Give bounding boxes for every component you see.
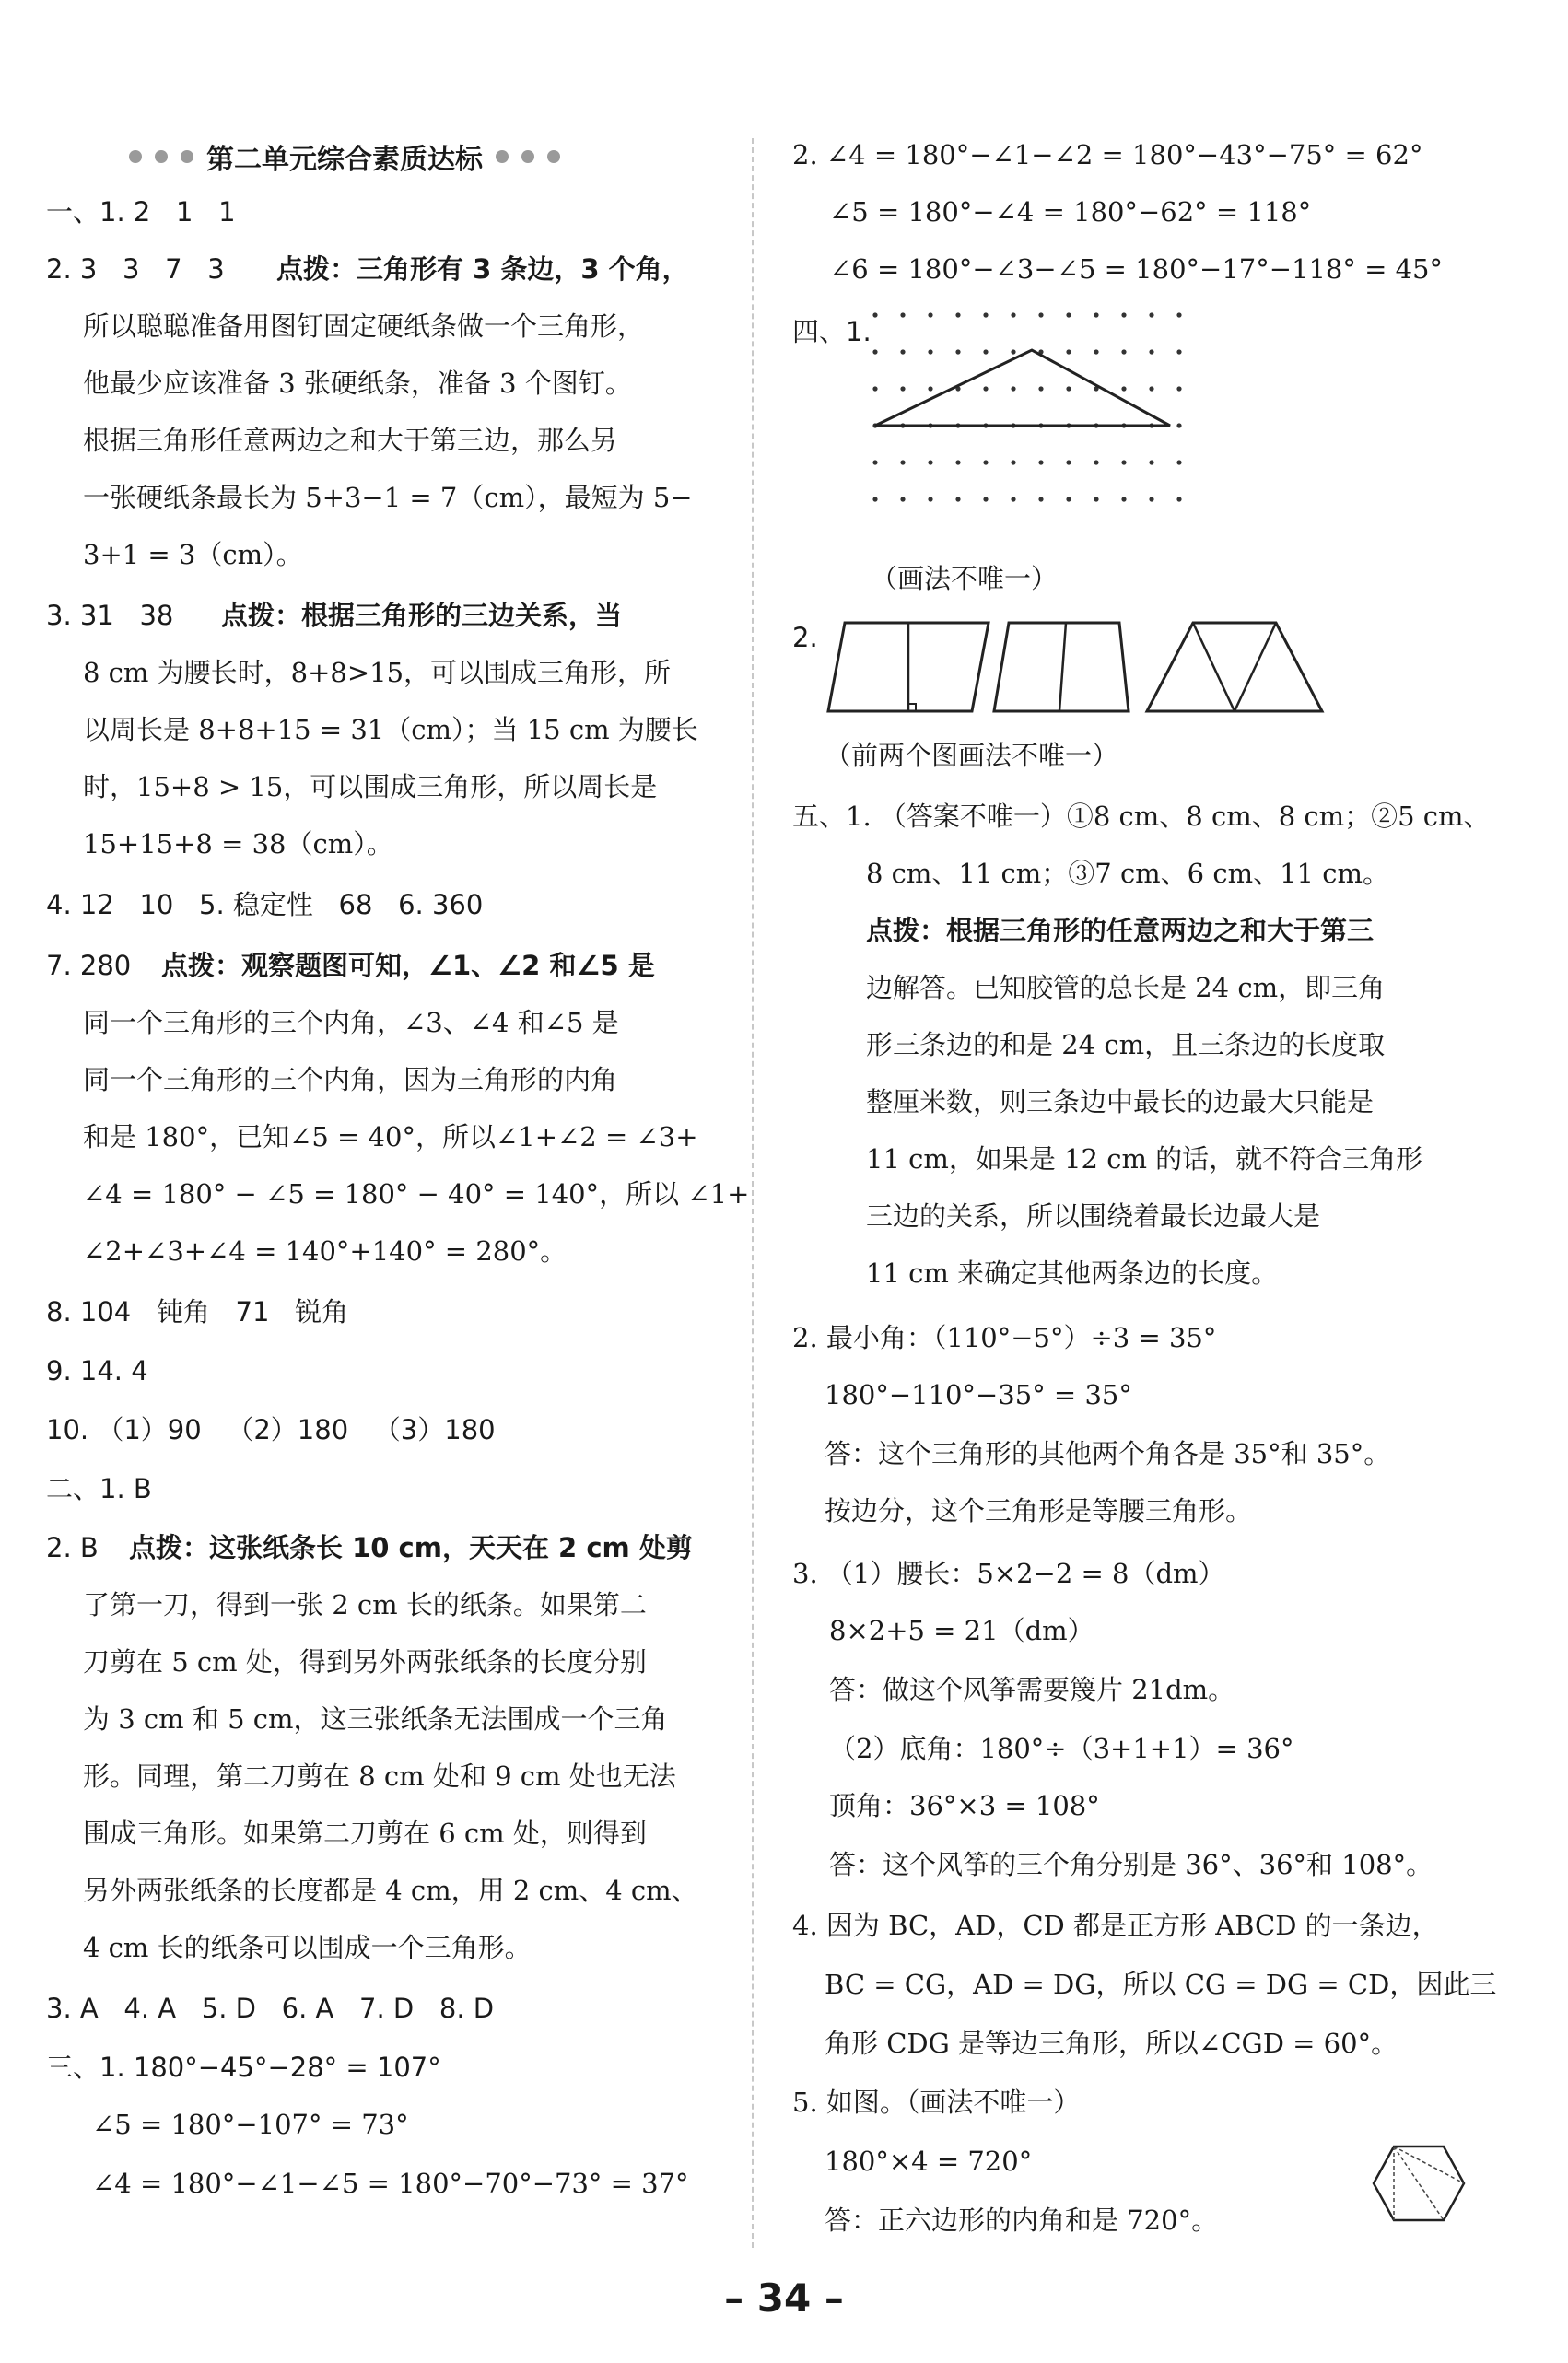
grid-dot bbox=[983, 460, 988, 464]
grid-dot bbox=[983, 349, 988, 354]
answer-line: 2. bbox=[792, 622, 818, 653]
column-divider bbox=[752, 138, 754, 2248]
grid-dot bbox=[1038, 460, 1043, 464]
dot-grid-triangle-figure bbox=[857, 299, 1299, 557]
answer-line: 8 cm、11 cm；③7 cm、6 cm、11 cm。 bbox=[866, 858, 1389, 889]
grid-dot bbox=[1149, 497, 1153, 501]
answer-line: 和是 180°，已知∠5 = 40°，所以∠1+∠2 = ∠3+ bbox=[83, 1121, 698, 1152]
answer-line: 8 cm 为腰长时，8+8>15，可以围成三角形，所 bbox=[83, 657, 672, 688]
answer-line: 三、1. 180°−45°−28° = 107° bbox=[46, 2052, 441, 2083]
grid-dot bbox=[1149, 312, 1153, 317]
grid-dot bbox=[900, 349, 905, 354]
answer-line: ∠4 = 180°−∠1−∠5 = 180°−70°−73° = 37° bbox=[92, 2168, 689, 2199]
hexagon-figure bbox=[1368, 2139, 1469, 2231]
grid-dot bbox=[983, 312, 988, 317]
answer-line: ∠2+∠3+∠4 = 140°+140° = 280°。 bbox=[83, 1235, 568, 1267]
grid-dot bbox=[1149, 349, 1153, 354]
caption: （前两个图画法不唯一） bbox=[825, 740, 1119, 771]
answer-line: 三边的关系，所以围绕着最长边最大是 bbox=[866, 1200, 1321, 1232]
grid-dot bbox=[1066, 312, 1071, 317]
hint-line: 点拨：这张纸条长 10 cm，天天在 2 cm 处剪 bbox=[129, 1532, 693, 1563]
grid-dot bbox=[872, 460, 877, 464]
grid-dot bbox=[1038, 312, 1043, 317]
answer-line: 11 cm，如果是 12 cm 的话，就不符合三角形 bbox=[866, 1143, 1423, 1175]
dot-decoration bbox=[181, 150, 193, 163]
grid-dot bbox=[1011, 349, 1015, 354]
grid-dot bbox=[872, 497, 877, 501]
answer-line: 4 cm 长的纸条可以围成一个三角形。 bbox=[83, 1932, 532, 1963]
grid-dot bbox=[983, 386, 988, 391]
answer-line: ∠5 = 180°−∠4 = 180°−62° = 118° bbox=[829, 196, 1312, 228]
answer-line: 15+15+8 = 38（cm）。 bbox=[83, 828, 393, 860]
caption: （画法不唯一） bbox=[871, 563, 1059, 594]
grid-dot bbox=[1176, 312, 1181, 317]
grid-dot bbox=[955, 497, 960, 501]
hint-line: 点拨：根据三角形的任意两边之和大于第三 bbox=[866, 915, 1375, 946]
answer-line: 7. 280 bbox=[46, 950, 132, 981]
answer-line: 8×2+5 = 21（dm） bbox=[829, 1615, 1094, 1646]
answer-line: ∠5 = 180°−107° = 73° bbox=[92, 2109, 409, 2140]
grid-dot bbox=[1121, 349, 1126, 354]
hint-line: 点拨：观察题图可知，∠1、∠2 和∠5 是 bbox=[161, 950, 655, 981]
answer-line: 2. B bbox=[46, 1532, 99, 1563]
grid-dot bbox=[1066, 460, 1071, 464]
answer-line: 10. （1）90 （2）180 （3）180 bbox=[46, 1414, 496, 1445]
answer-line: 以周长是 8+8+15 = 31（cm）；当 15 cm 为腰长 bbox=[83, 714, 698, 745]
answer-line: 答：这个风筝的三个角分别是 36°、36°和 108°。 bbox=[829, 1849, 1433, 1880]
grid-dot bbox=[1176, 460, 1181, 464]
answer-line: 3+1 = 3（cm）。 bbox=[83, 539, 303, 570]
answer-line: 所以聪聪准备用图钉固定硬纸条做一个三角形， bbox=[83, 310, 645, 342]
grid-dot bbox=[872, 349, 877, 354]
grid-dot bbox=[1149, 386, 1153, 391]
grid-dot bbox=[928, 497, 932, 501]
grid-dot bbox=[1121, 460, 1126, 464]
answer-line: 180°−110°−35° = 35° bbox=[825, 1379, 1132, 1410]
answer-line: 他最少应该准备 3 张硬纸条，准备 3 个图钉。 bbox=[83, 368, 632, 399]
answer-line: 了第一刀，得到一张 2 cm 长的纸条。如果第二 bbox=[83, 1589, 647, 1620]
answer-line: 3. A 4. A 5. D 6. A 7. D 8. D bbox=[46, 1993, 495, 2024]
grid-dot bbox=[1176, 349, 1181, 354]
answer-line: 180°×4 = 720° bbox=[825, 2146, 1033, 2177]
grid-dot bbox=[872, 312, 877, 317]
answer-line: 根据三角形任意两边之和大于第三边，那么另 bbox=[83, 425, 618, 456]
answer-line: 2. 3 3 7 3 bbox=[46, 253, 225, 285]
answer-line: 为 3 cm 和 5 cm，这三张纸条无法围成一个三角 bbox=[83, 1703, 668, 1735]
grid-dot bbox=[1176, 497, 1181, 501]
grid-dot bbox=[1066, 349, 1071, 354]
grid-dot bbox=[900, 312, 905, 317]
grid-dot bbox=[1094, 497, 1098, 501]
dot-decoration bbox=[155, 150, 168, 163]
answer-line: 答：这个三角形的其他两个角各是 35°和 35°。 bbox=[825, 1438, 1391, 1469]
grid-dot bbox=[1011, 312, 1015, 317]
grid-dot bbox=[928, 349, 932, 354]
grid-dot bbox=[1066, 497, 1071, 501]
answer-line: 整厘米数，则三条边中最长的边最大只能是 bbox=[866, 1086, 1375, 1117]
answer-line: 顶角：36°×3 = 108° bbox=[829, 1790, 1100, 1821]
answer-line: 五、1. （答案不唯一）①8 cm、8 cm、8 cm；②5 cm、 bbox=[792, 801, 1491, 832]
answer-line: 同一个三角形的三个内角，因为三角形的内角 bbox=[83, 1064, 618, 1095]
grid-dot bbox=[1011, 460, 1015, 464]
grid-dot bbox=[1121, 497, 1126, 501]
grid-dot bbox=[928, 460, 932, 464]
answer-line: 另外两张纸条的长度都是 4 cm，用 2 cm、4 cm、 bbox=[83, 1875, 698, 1906]
grid-dot bbox=[1038, 386, 1043, 391]
answer-line: 答：做这个风筝需要篾片 21dm。 bbox=[829, 1674, 1235, 1705]
grid-dot bbox=[955, 460, 960, 464]
answer-line: 同一个三角形的三个内角，∠3、∠4 和∠5 是 bbox=[83, 1007, 619, 1038]
grid-dot bbox=[900, 386, 905, 391]
grid-dot bbox=[1094, 349, 1098, 354]
grid-dot bbox=[1149, 460, 1153, 464]
dot-decoration bbox=[129, 150, 142, 163]
answer-line: 一、1. 2 1 1 bbox=[46, 196, 236, 228]
answer-line: 边解答。已知胶管的总长是 24 cm，即三角 bbox=[866, 972, 1386, 1003]
grid-dot bbox=[872, 386, 877, 391]
answer-line: 角形 CDG 是等边三角形，所以∠CGD = 60°。 bbox=[825, 2028, 1398, 2059]
answer-line: BC = CG，AD = DG，所以 CG = DG = CD，因此三 bbox=[825, 1969, 1497, 2000]
grid-dot bbox=[1176, 423, 1181, 427]
grid-dot bbox=[900, 460, 905, 464]
dot-decoration bbox=[521, 150, 534, 163]
answer-line: ∠4 = 180° − ∠5 = 180° − 40° = 140°，所以 ∠1+ bbox=[83, 1178, 750, 1210]
answer-line: 11 cm 来确定其他两条边的长度。 bbox=[866, 1258, 1279, 1289]
grid-dot bbox=[928, 386, 932, 391]
grid-dot bbox=[983, 497, 988, 501]
answer-line: 形。同理，第二刀剪在 8 cm 处和 9 cm 处也无法 bbox=[83, 1761, 676, 1792]
answer-line: 5. 如图。（画法不唯一） bbox=[792, 2087, 1081, 2118]
answer-line: 刀剪在 5 cm 处，得到另外两张纸条的长度分别 bbox=[83, 1646, 647, 1678]
answer-line: 时，15+8 > 15，可以围成三角形，所以周长是 bbox=[83, 771, 658, 802]
page-number: – 34 – bbox=[724, 2275, 844, 2321]
dot-decoration bbox=[496, 150, 509, 163]
hint-line: 点拨：根据三角形的三边关系，当 bbox=[221, 600, 623, 631]
answer-line: （2）底角：180°÷（3+1+1）= 36° bbox=[829, 1733, 1294, 1764]
answer-line: 按边分，这个三角形是等腰三角形。 bbox=[825, 1495, 1253, 1527]
trapezoid-divisions-figure bbox=[825, 617, 1377, 719]
answer-line: 2. 最小角：（110°−5°）÷3 = 35° bbox=[792, 1322, 1217, 1353]
grid-dot bbox=[955, 312, 960, 317]
grid-dot bbox=[1066, 386, 1071, 391]
answer-line: 形三条边的和是 24 cm，且三条边的长度取 bbox=[866, 1029, 1386, 1060]
answer-line: 9. 14. 4 bbox=[46, 1355, 148, 1386]
grid-dot bbox=[1121, 312, 1126, 317]
answer-line: 四、1. bbox=[792, 316, 872, 347]
grid-dot bbox=[1176, 386, 1181, 391]
answer-line: 围成三角形。如果第二刀剪在 6 cm 处，则得到 bbox=[83, 1818, 647, 1849]
answer-line: 答：正六边形的内角和是 720°。 bbox=[825, 2205, 1219, 2236]
answer-line: 2. ∠4 = 180°−∠1−∠2 = 180°−43°−75° = 62° bbox=[792, 139, 1423, 170]
answer-line: 8. 104 钝角 71 锐角 bbox=[46, 1296, 349, 1328]
hint-text: 点拨：三角形有 3 条边，3 个角， bbox=[276, 253, 689, 285]
answer-line: 二、1. B bbox=[46, 1473, 152, 1504]
hint-line bbox=[276, 251, 689, 287]
answer-line: 4. 因为 BC，AD，CD 都是正方形 ABCD 的一条边， bbox=[792, 1910, 1439, 1941]
grid-dot bbox=[1011, 497, 1015, 501]
answer-line: 一张硬纸条最长为 5+3−1 = 7（cm），最短为 5− bbox=[83, 482, 693, 513]
dot-decoration bbox=[547, 150, 560, 163]
answer-line: 3. 31 38 bbox=[46, 600, 174, 631]
grid-dot bbox=[1038, 497, 1043, 501]
answer-line: ∠6 = 180°−∠3−∠5 = 180°−17°−118° = 45° bbox=[829, 253, 1444, 285]
section-title bbox=[129, 136, 682, 177]
section-title-text: 第二单元综合素质达标 bbox=[206, 144, 483, 176]
grid-dot bbox=[900, 497, 905, 501]
answer-line: 3. （1）腰长：5×2−2 = 8（dm） bbox=[792, 1558, 1225, 1589]
grid-dot bbox=[1094, 460, 1098, 464]
grid-dot bbox=[1121, 386, 1126, 391]
grid-dot bbox=[1011, 386, 1015, 391]
grid-dot bbox=[1094, 312, 1098, 317]
grid-dot bbox=[928, 312, 932, 317]
grid-dot bbox=[955, 349, 960, 354]
answer-line: 4. 12 10 5. 稳定性 68 6. 360 bbox=[46, 889, 484, 920]
